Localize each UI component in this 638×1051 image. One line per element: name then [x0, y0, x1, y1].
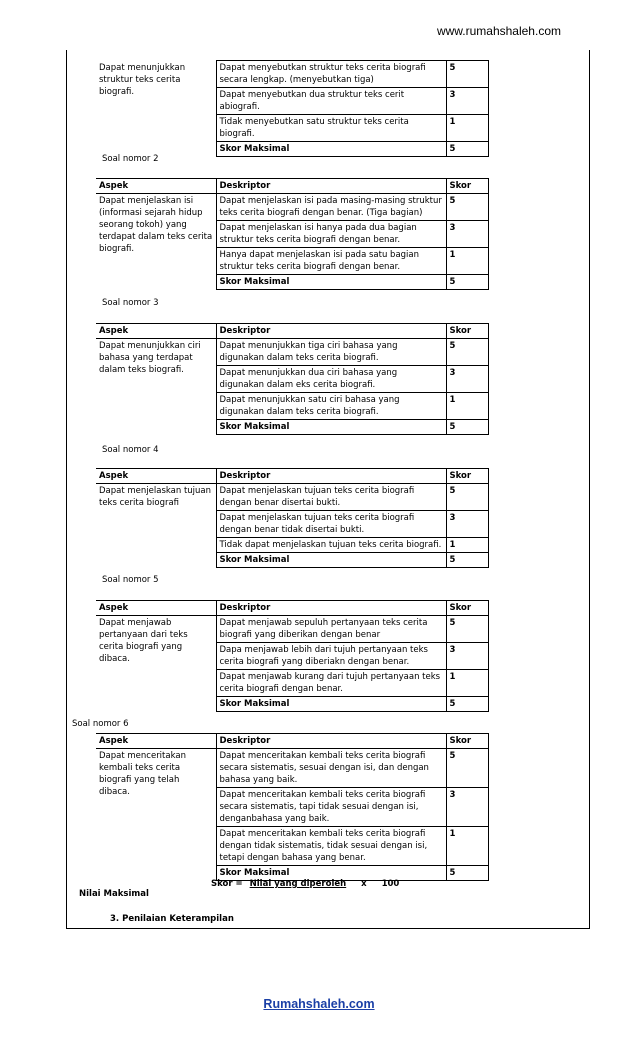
score-cell: 3: [446, 788, 488, 827]
total-score: 5: [446, 553, 488, 568]
total-label: Skor Maksimal: [216, 553, 446, 568]
footer-site-link[interactable]: Rumahshaleh.com: [263, 997, 375, 1011]
score-cell: 5: [446, 616, 488, 643]
header-aspect: Aspek: [96, 324, 216, 339]
header-descriptor: Deskriptor: [216, 601, 446, 616]
section-heading: 3. Penilaian Keterampilan: [110, 914, 234, 924]
total-label: Skor Maksimal: [216, 420, 446, 435]
header-aspect: Aspek: [96, 469, 216, 484]
formula-multiplier: 100: [381, 879, 400, 889]
score-cell: 1: [446, 827, 488, 866]
score-cell: 5: [446, 194, 488, 221]
formula-numerator: Nilai yang diperoleh: [249, 879, 347, 889]
descriptor-cell: Dapat menjelaskan tujuan teks cerita biografi dengan benar disertai bukti.: [216, 484, 446, 511]
header-score: Skor: [446, 469, 488, 484]
descriptor-cell: Dapat menyebutkan struktur teks cerita biografi secara lengkap. (menyebutkan tiga): [216, 61, 446, 88]
rubric-table-q2: [96, 178, 488, 290]
score-cell: 5: [446, 749, 488, 788]
question-label: Soal nomor 5: [102, 575, 159, 585]
total-label: Skor Maksimal: [216, 866, 446, 881]
descriptor-cell: Dapat menunjukkan satu ciri bahasa yang digunakan dalam teks cerita biografi.: [216, 393, 446, 420]
aspect-cell: Dapat menunjukkan struktur teks cerita biografi.: [96, 61, 216, 157]
score-cell: 5: [446, 339, 488, 366]
question-label: Soal nomor 3: [102, 298, 159, 308]
total-label: Skor Maksimal: [216, 275, 446, 290]
score-cell: 1: [446, 115, 488, 142]
header-score: Skor: [446, 179, 488, 194]
formula-denominator: Nilai Maksimal: [79, 889, 149, 899]
descriptor-cell: Tidak menyebutkan satu struktur teks cerita biografi.: [216, 115, 446, 142]
total-label: Skor Maksimal: [216, 697, 446, 712]
question-label: Soal nomor 2: [102, 154, 159, 164]
total-score: 5: [446, 275, 488, 290]
header-descriptor: Deskriptor: [216, 469, 446, 484]
score-cell: 5: [446, 484, 488, 511]
total-score: 5: [446, 142, 488, 157]
rubric-table-q5: [96, 600, 488, 712]
total-score: 5: [446, 697, 488, 712]
question-label: Soal nomor 6: [72, 719, 129, 729]
header-aspect: Aspek: [96, 734, 216, 749]
descriptor-cell: Dapa menjawab lebih dari tujuh pertanyaan teks cerita biografi yang diberiakn dengan benar.: [216, 643, 446, 670]
score-cell: 3: [446, 88, 488, 115]
descriptor-cell: Dapat menunjukkan dua ciri bahasa yang digunakan dalam eks cerita biografi.: [216, 366, 446, 393]
descriptor-cell: Dapat menjawab kurang dari tujuh pertanyaan teks cerita biografi dengan benar.: [216, 670, 446, 697]
score-cell: 1: [446, 538, 488, 553]
question-label: Soal nomor 4: [102, 445, 159, 455]
formula-times: x: [361, 879, 367, 889]
descriptor-cell: Dapat menunjukkan tiga ciri bahasa yang digunakan dalam teks cerita biografi.: [216, 339, 446, 366]
total-label: Skor Maksimal: [216, 142, 446, 157]
descriptor-cell: Dapat menceritakan kembali teks cerita biografi dengan tidak sistematis, tidak sesuai dengan isi, tetapi dengan bahasa yang benar.: [216, 827, 446, 866]
score-cell: 3: [446, 511, 488, 538]
descriptor-cell: Dapat menjelaskan isi pada masing-masing struktur teks cerita biografi dengan benar. (Tiga bagian): [216, 194, 446, 221]
descriptor-cell: Dapat menjelaskan isi hanya pada dua bagian struktur teks cerita biografi dengan benar.: [216, 221, 446, 248]
score-cell: 1: [446, 393, 488, 420]
rubric-table-q1: [96, 60, 488, 157]
header-score: Skor: [446, 734, 488, 749]
score-cell: 5: [446, 61, 488, 88]
aspect-cell: Dapat menceritakan kembali teks cerita biografi yang telah dibaca.: [96, 749, 216, 881]
descriptor-cell: Dapat menjawab sepuluh pertanyaan teks cerita biografi yang diberikan dengan benar: [216, 616, 446, 643]
score-cell: 1: [446, 670, 488, 697]
rubric-table-q4: [96, 468, 488, 568]
descriptor-cell: Hanya dapat menjelaskan isi pada satu bagian struktur teks cerita biografi dengan benar.: [216, 248, 446, 275]
descriptor-cell: Dapat menceritakan kembali teks cerita biografi secara sistematis, tapi tidak sesuai dengan isi, denganbahasa yang baik.: [216, 788, 446, 827]
site-url: www.rumahshaleh.com: [436, 24, 561, 38]
rubric-table-q3: [96, 323, 488, 435]
header-aspect: Aspek: [96, 179, 216, 194]
total-score: 5: [446, 420, 488, 435]
header-descriptor: Deskriptor: [216, 734, 446, 749]
score-cell: 3: [446, 643, 488, 670]
header-descriptor: Deskriptor: [216, 179, 446, 194]
rubric-table-q6: [96, 733, 488, 881]
score-cell: 3: [446, 221, 488, 248]
descriptor-cell: Dapat menceritakan kembali teks cerita biografi secara sistematis, sesuai dengan isi, dan dengan bahasa yang baik.: [216, 749, 446, 788]
aspect-cell: Dapat menjelaskan isi (informasi sejarah hidup seorang tokoh) yang terdapat dalam teks cerita biografi.: [96, 194, 216, 290]
header-descriptor: Deskriptor: [216, 324, 446, 339]
descriptor-cell: Tidak dapat menjelaskan tujuan teks cerita biografi.: [216, 538, 446, 553]
descriptor-cell: Dapat menyebutkan dua struktur teks cerit abiografi.: [216, 88, 446, 115]
aspect-cell: Dapat menjawab pertanyaan dari teks cerita biografi yang dibaca.: [96, 616, 216, 712]
descriptor-cell: Dapat menjelaskan tujuan teks cerita biografi dengan benar tidak disertai bukti.: [216, 511, 446, 538]
score-cell: 3: [446, 366, 488, 393]
aspect-cell: Dapat menunjukkan ciri bahasa yang terdapat dalam teks biografi.: [96, 339, 216, 435]
score-cell: 1: [446, 248, 488, 275]
header-score: Skor: [446, 324, 488, 339]
aspect-cell: Dapat menjelaskan tujuan teks cerita biografi: [96, 484, 216, 568]
formula-left: Skor =: [211, 879, 243, 889]
total-score: 5: [446, 866, 488, 881]
header-score: Skor: [446, 601, 488, 616]
score-formula: [211, 879, 399, 889]
header-aspect: Aspek: [96, 601, 216, 616]
